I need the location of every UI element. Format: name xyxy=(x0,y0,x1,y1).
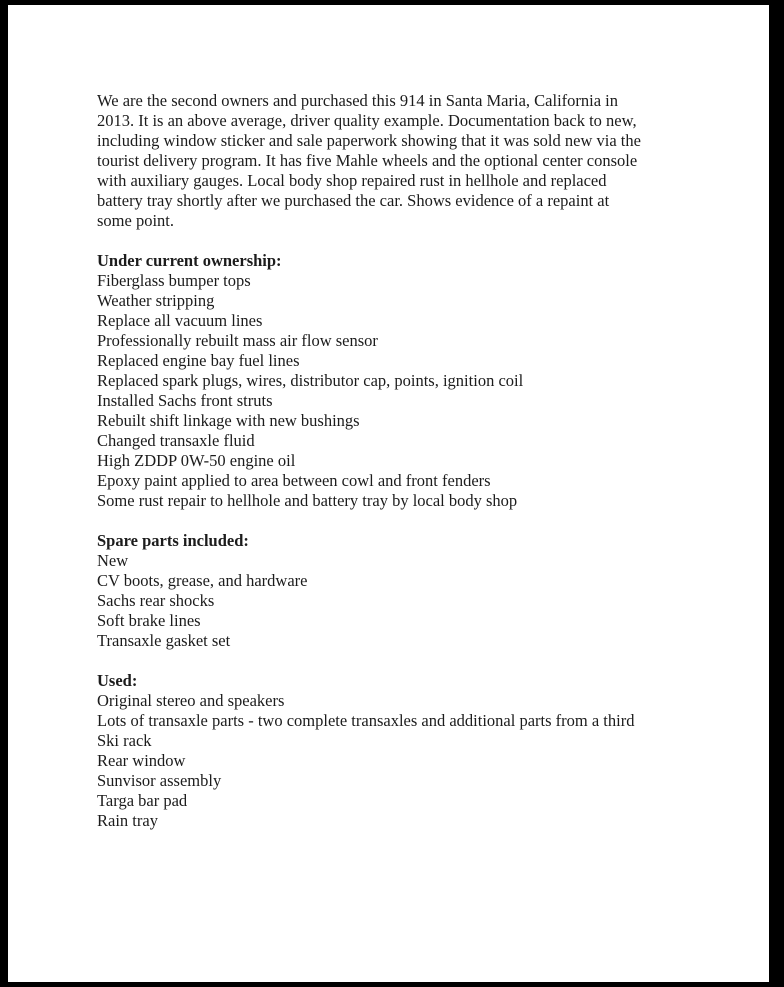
list-item: Replaced engine bay fuel lines xyxy=(97,351,300,370)
intro-paragraph xyxy=(97,91,729,231)
list-item: New xyxy=(97,551,129,570)
section-heading: Spare parts included: xyxy=(97,531,249,550)
document-content xyxy=(8,5,769,831)
list-item: Transaxle gasket set xyxy=(97,631,231,650)
section xyxy=(97,251,729,511)
section xyxy=(97,671,729,831)
list-item: Epoxy paint applied to area between cowl and front fenders xyxy=(97,471,491,490)
paragraph-line: We are the second owners and purchased this 914 in Santa Maria, California in xyxy=(97,91,619,110)
list-item: Rain tray xyxy=(97,811,158,830)
list-item: Rear window xyxy=(97,751,186,770)
list-item: Installed Sachs front struts xyxy=(97,391,273,410)
section-heading: Used: xyxy=(97,671,138,690)
list-item: CV boots, grease, and hardware xyxy=(97,571,308,590)
paragraph-line: including window sticker and sale paperwork showing that it was sold new via the xyxy=(97,131,641,150)
list-item: Changed transaxle fluid xyxy=(97,431,255,450)
document-sections xyxy=(97,251,729,831)
list-item: Replace all vacuum lines xyxy=(97,311,263,330)
list-item: Soft brake lines xyxy=(97,611,201,630)
list-item: High ZDDP 0W-50 engine oil xyxy=(97,451,296,470)
section-heading: Under current ownership: xyxy=(97,251,282,270)
list-item: Original stereo and speakers xyxy=(97,691,285,710)
document-page xyxy=(8,5,769,982)
section xyxy=(97,531,729,651)
paragraph-line: battery tray shortly after we purchased the car. Shows evidence of a repaint at xyxy=(97,191,610,210)
list-item: Fiberglass bumper tops xyxy=(97,271,251,290)
list-item: Professionally rebuilt mass air flow sensor xyxy=(97,331,378,350)
list-item: Rebuilt shift linkage with new bushings xyxy=(97,411,360,430)
paragraph-line: with auxiliary gauges. Local body shop repaired rust in hellhole and replaced xyxy=(97,171,607,190)
list-item: Weather stripping xyxy=(97,291,215,310)
paragraph-line: some point. xyxy=(97,211,174,230)
list-item: Targa bar pad xyxy=(97,791,188,810)
list-item: Some rust repair to hellhole and battery tray by local body shop xyxy=(97,491,518,510)
paragraph-line: tourist delivery program. It has five Mahle wheels and the optional center console xyxy=(97,151,638,170)
list-item: Sachs rear shocks xyxy=(97,591,215,610)
list-item: Sunvisor assembly xyxy=(97,771,222,790)
list-item: Ski rack xyxy=(97,731,152,750)
list-item: Replaced spark plugs, wires, distributor cap, points, ignition coil xyxy=(97,371,524,390)
paragraph-line: 2013. It is an above average, driver quality example. Documentation back to new, xyxy=(97,111,637,130)
list-item: Lots of transaxle parts - two complete transaxles and additional parts from a third xyxy=(97,711,635,730)
